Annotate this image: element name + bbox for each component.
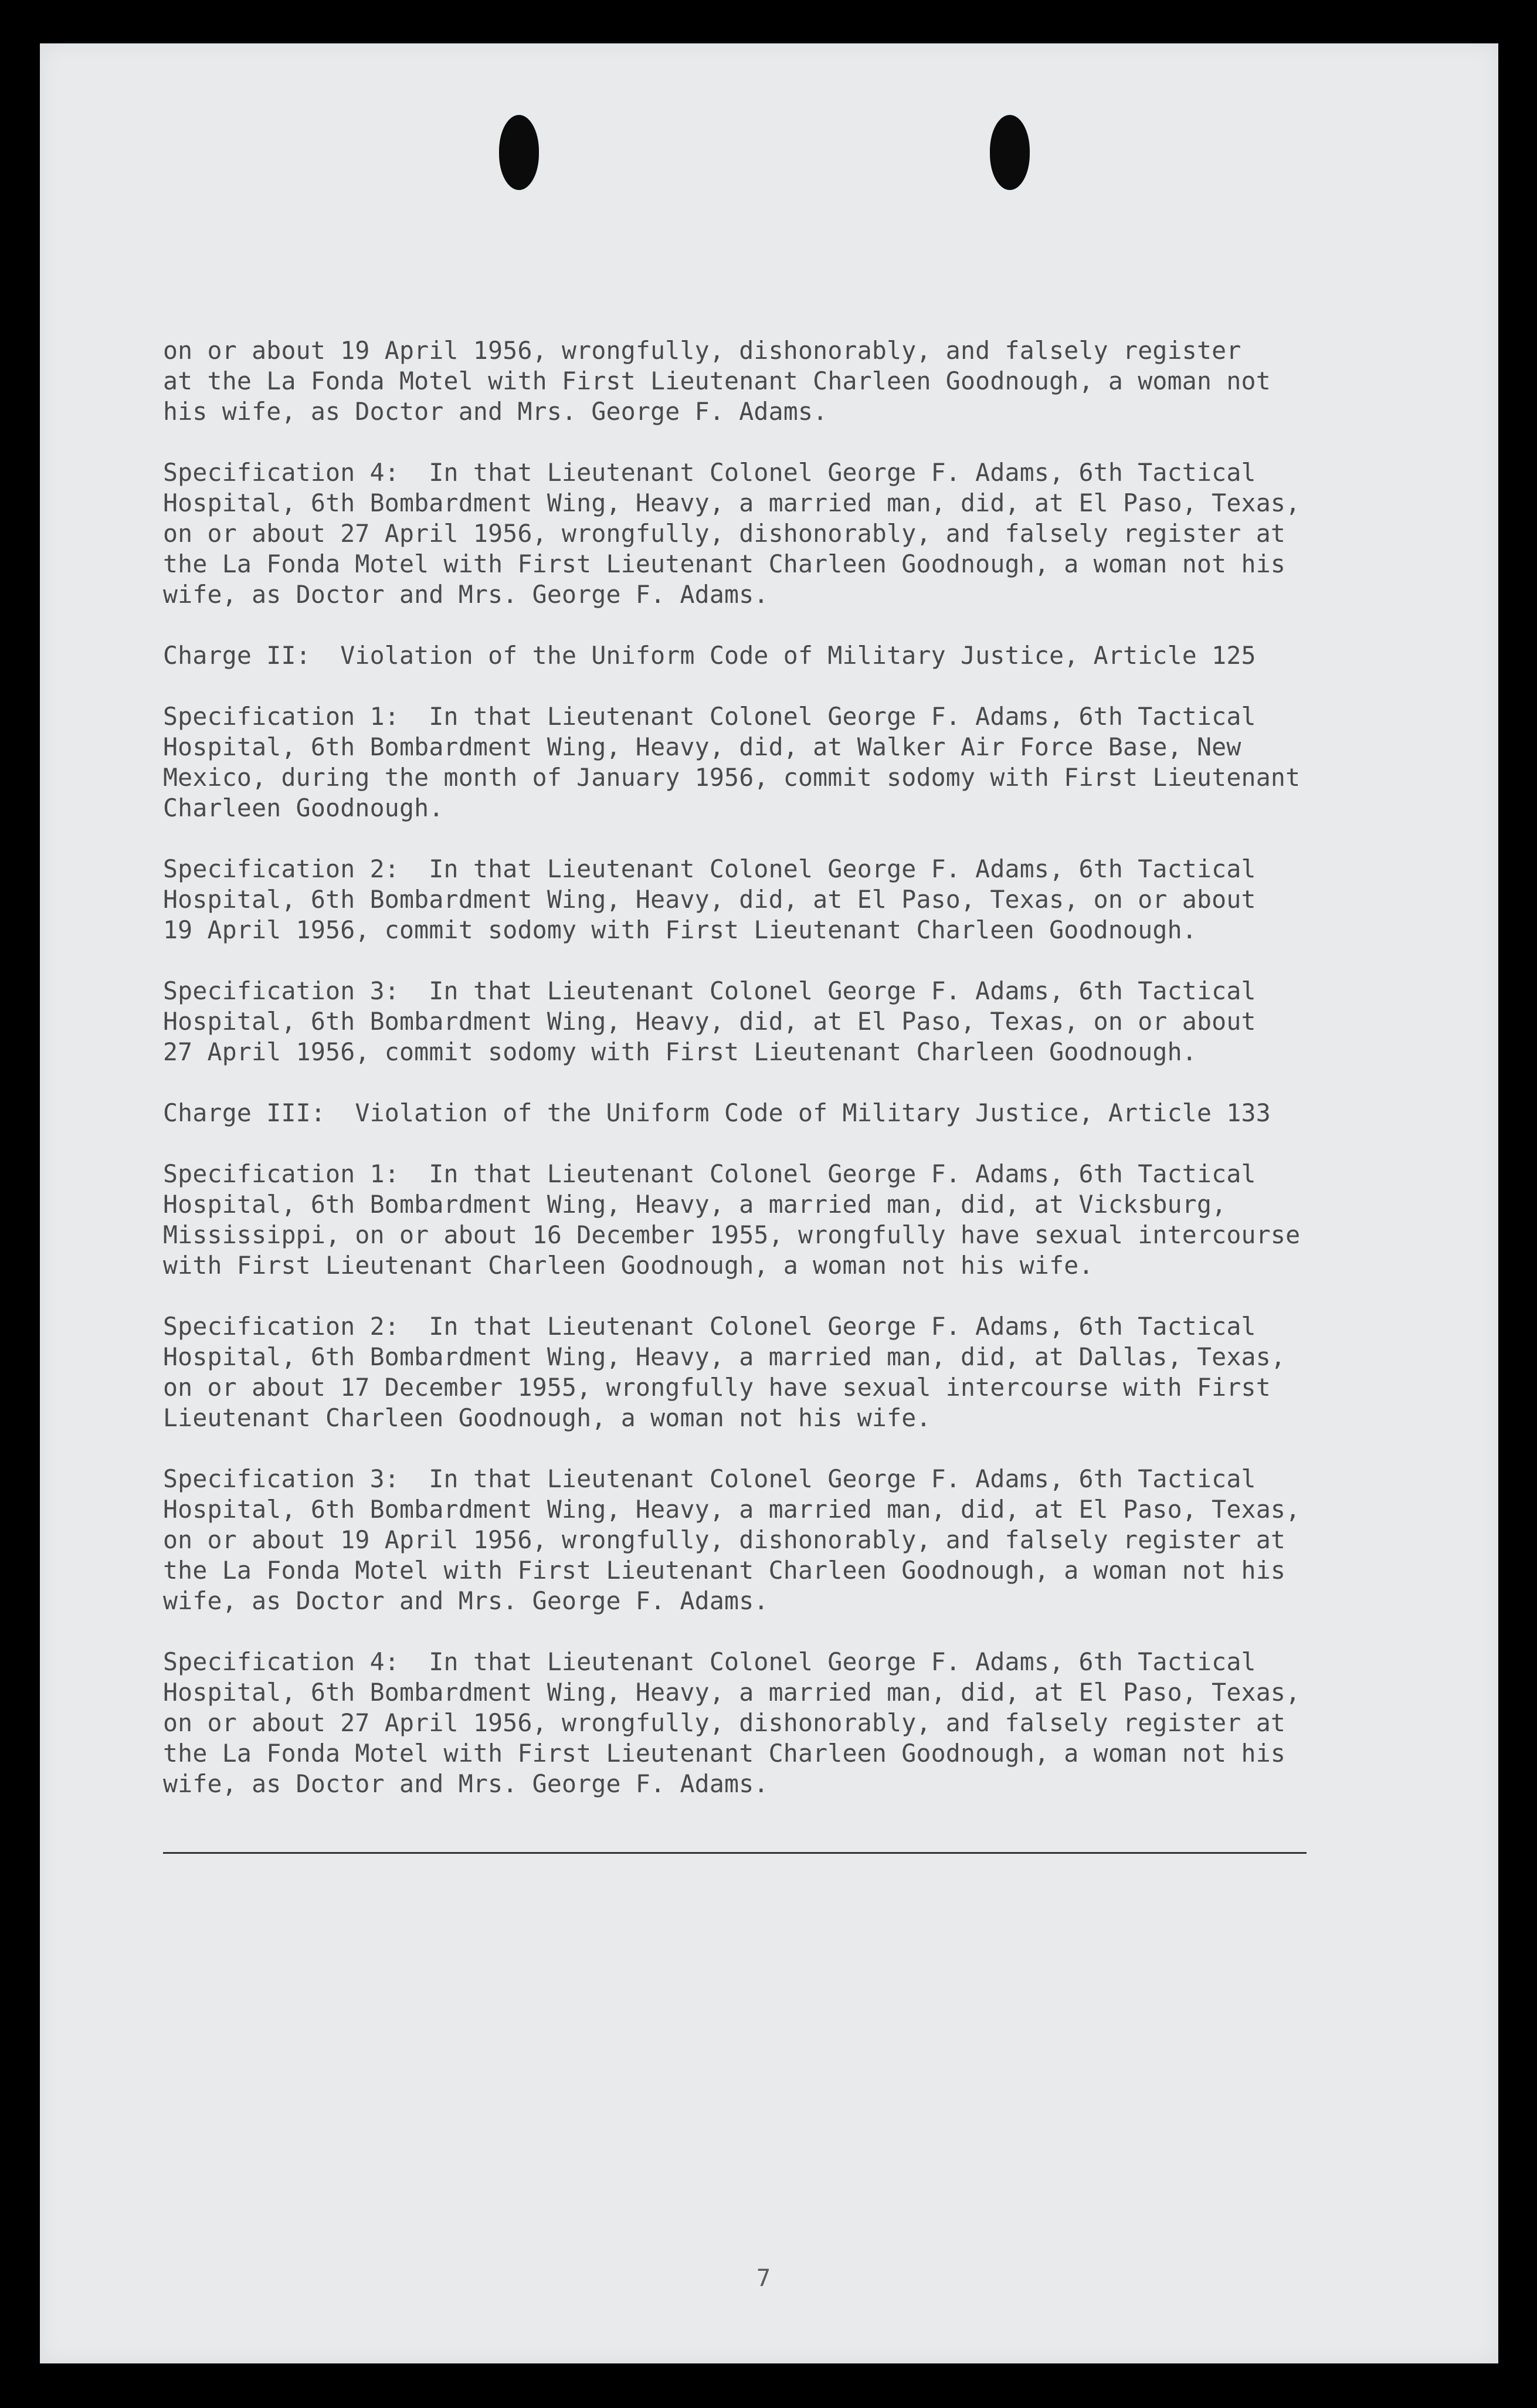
text-line: 19 April 1956, commit sodomy with First Lieutenant Charleen Goodnough. (163, 915, 1197, 944)
punch-hole-left (499, 115, 539, 190)
punch-hole-right (990, 115, 1030, 190)
text-line: Lieutenant Charleen Goodnough, a woman not his wife. (163, 1403, 931, 1432)
paragraph (163, 640, 1453, 671)
text-line: Hospital, 6th Bombardment Wing, Heavy, did, at El Paso, Texas, on or about (163, 885, 1256, 914)
text-line: Hospital, 6th Bombardment Wing, Heavy, did, at El Paso, Texas, on or about (163, 1007, 1256, 1036)
text-line: the La Fonda Motel with First Lieutenant Charleen Goodnough, a woman not his (163, 550, 1286, 578)
text-line: with First Lieutenant Charleen Goodnough, a woman not his wife. (163, 1251, 1094, 1280)
text-line: Hospital, 6th Bombardment Wing, Heavy, a married man, did, at El Paso, Texas, (163, 1678, 1301, 1707)
text-line: on or about 19 April 1956, wrongfully, dishonorably, and falsely register at (163, 1525, 1286, 1554)
text-line: on or about 27 April 1956, wrongfully, dishonorably, and falsely register at (163, 1708, 1286, 1737)
end-rule (163, 1852, 1307, 1854)
text-line: the La Fonda Motel with First Lieutenant Charleen Goodnough, a woman not his (163, 1556, 1286, 1585)
document-body (163, 335, 1453, 1830)
text-line: Specification 4: In that Lieutenant Colonel George F. Adams, 6th Tactical (163, 1647, 1256, 1676)
text-line: on or about 27 April 1956, wrongfully, dishonorably, and falsely register at (163, 519, 1286, 548)
text-line: Specification 2: In that Lieutenant Colonel George F. Adams, 6th Tactical (163, 1312, 1256, 1341)
paragraph (163, 1098, 1453, 1128)
paragraph (163, 457, 1453, 610)
paragraph (163, 335, 1453, 427)
text-line: wife, as Doctor and Mrs. George F. Adams. (163, 580, 769, 609)
text-line: Mexico, during the month of January 1956, commit sodomy with First Lieutenant (163, 763, 1301, 792)
text-line: 27 April 1956, commit sodomy with First Lieutenant Charleen Goodnough. (163, 1037, 1197, 1066)
text-line: Charge II: Violation of the Uniform Code of Military Justice, Article 125 (163, 641, 1256, 670)
text-line: Specification 1: In that Lieutenant Colonel George F. Adams, 6th Tactical (163, 1159, 1256, 1188)
text-line: Specification 1: In that Lieutenant Colonel George F. Adams, 6th Tactical (163, 702, 1256, 731)
text-line: Mississippi, on or about 16 December 1955, wrongfully have sexual intercourse (163, 1220, 1301, 1249)
text-line: Specification 3: In that Lieutenant Colonel George F. Adams, 6th Tactical (163, 976, 1256, 1005)
text-line: wife, as Doctor and Mrs. George F. Adams. (163, 1586, 769, 1615)
paragraph (163, 1464, 1453, 1616)
text-line: on or about 19 April 1956, wrongfully, dishonorably, and falsely register (163, 336, 1241, 365)
text-line: Hospital, 6th Bombardment Wing, Heavy, did, at Walker Air Force Base, New (163, 732, 1241, 761)
text-line: his wife, as Doctor and Mrs. George F. Adams. (163, 397, 828, 426)
text-line: Specification 4: In that Lieutenant Colonel George F. Adams, 6th Tactical (163, 458, 1256, 487)
paragraph (163, 1159, 1453, 1281)
paragraph (163, 854, 1453, 945)
text-line: Hospital, 6th Bombardment Wing, Heavy, a married man, did, at El Paso, Texas, (163, 489, 1301, 517)
text-line: Specification 2: In that Lieutenant Colonel George F. Adams, 6th Tactical (163, 854, 1256, 883)
paragraph (163, 1647, 1453, 1799)
text-line: Hospital, 6th Bombardment Wing, Heavy, a married man, did, at Dallas, Texas, (163, 1342, 1286, 1371)
text-line: Specification 3: In that Lieutenant Colonel George F. Adams, 6th Tactical (163, 1464, 1256, 1493)
text-line: Hospital, 6th Bombardment Wing, Heavy, a married man, did, at El Paso, Texas, (163, 1495, 1301, 1524)
text-line: Charge III: Violation of the Uniform Code of Military Justice, Article 133 (163, 1098, 1271, 1127)
text-line: Charleen Goodnough. (163, 793, 444, 822)
text-line: wife, as Doctor and Mrs. George F. Adams. (163, 1769, 769, 1798)
text-line: at the La Fonda Motel with First Lieutenant Charleen Goodnough, a woman not (163, 367, 1271, 395)
paragraph (163, 976, 1453, 1067)
paragraph (163, 1311, 1453, 1433)
paragraph (163, 701, 1453, 823)
text-line: on or about 17 December 1955, wrongfully have sexual intercourse with First (163, 1373, 1271, 1402)
text-line: the La Fonda Motel with First Lieutenant Charleen Goodnough, a woman not his (163, 1739, 1286, 1768)
page-number: 7 (756, 2265, 771, 2292)
text-line: Hospital, 6th Bombardment Wing, Heavy, a married man, did, at Vicksburg, (163, 1190, 1227, 1219)
